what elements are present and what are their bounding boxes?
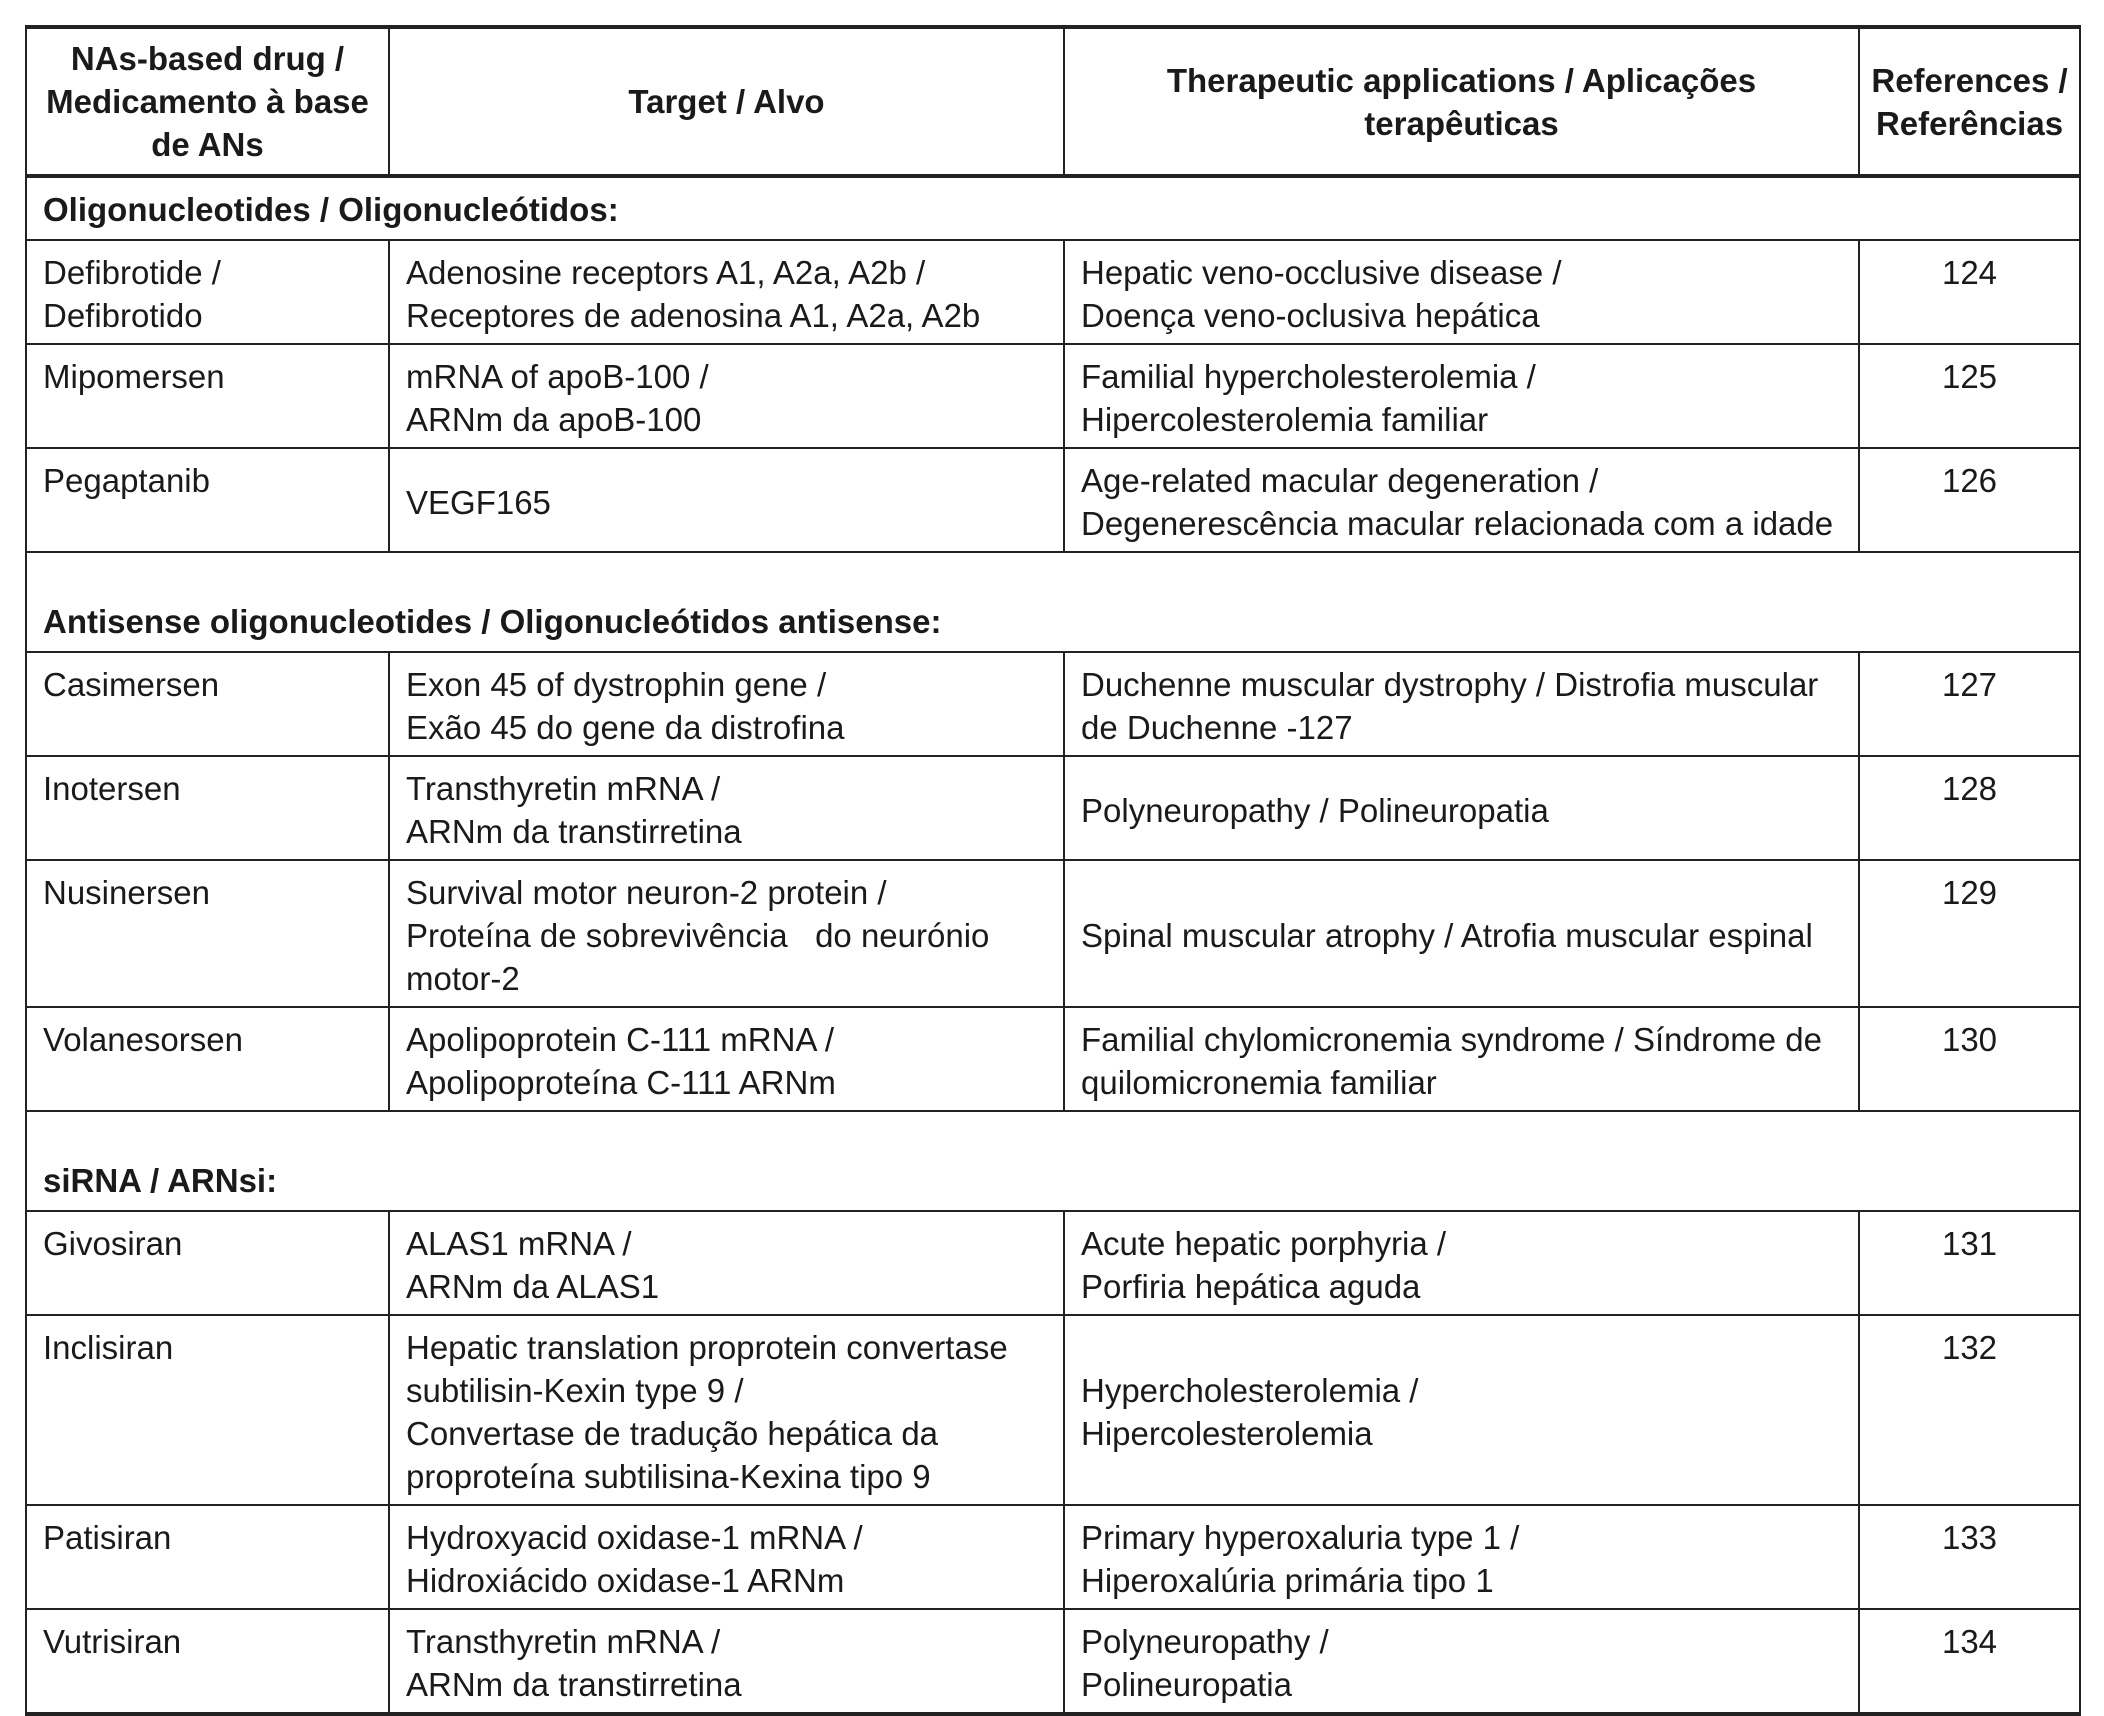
cell-target: ALAS1 mRNA / ARNm da ALAS1 xyxy=(389,1211,1064,1315)
cell-drug: Volanesorsen xyxy=(26,1007,389,1111)
section-title: Oligonucleotides / Oligonucleótidos: xyxy=(26,176,2080,240)
table-row xyxy=(26,1211,2080,1315)
cell-drug: Givosiran xyxy=(26,1211,389,1315)
table-row xyxy=(26,1505,2080,1609)
cell-target: Adenosine receptors A1, A2a, A2b / Receptores de adenosina A1, A2a, A2b xyxy=(389,240,1064,344)
header-row xyxy=(26,27,2080,176)
header-application: Therapeutic applications / Aplicações terapêuticas xyxy=(1064,27,1859,176)
table-row xyxy=(26,240,2080,344)
table-row xyxy=(26,1609,2080,1714)
cell-target: Hydroxyacid oxidase-1 mRNA / Hidroxiácido oxidase-1 ARNm xyxy=(389,1505,1064,1609)
table-row xyxy=(26,652,2080,756)
cell-reference: 128 xyxy=(1859,756,2080,860)
cell-reference: 134 xyxy=(1859,1609,2080,1714)
header-drug: NAs-based drug / Medicamento à base de ANs xyxy=(26,27,389,176)
cell-reference: 127 xyxy=(1859,652,2080,756)
cell-drug: Casimersen xyxy=(26,652,389,756)
section-row xyxy=(26,1111,2080,1211)
cell-application: Familial chylomicronemia syndrome / Síndrome de quilomicronemia familiar xyxy=(1064,1007,1859,1111)
cell-target: Transthyretin mRNA / ARNm da transtirretina xyxy=(389,1609,1064,1714)
table-row xyxy=(26,448,2080,552)
cell-drug: Inotersen xyxy=(26,756,389,860)
cell-drug: Inclisiran xyxy=(26,1315,389,1505)
cell-drug: Patisiran xyxy=(26,1505,389,1609)
table-row xyxy=(26,344,2080,448)
section-row xyxy=(26,552,2080,652)
cell-application: Age-related macular degeneration / Degenerescência macular relacionada com a idade xyxy=(1064,448,1859,552)
cell-reference: 125 xyxy=(1859,344,2080,448)
cell-target: Hepatic translation proprotein convertase subtilisin-Kexin type 9 / Convertase de tradução hepática da proproteína subtilisina-Kexina tipo 9 xyxy=(389,1315,1064,1505)
table-row xyxy=(26,1007,2080,1111)
cell-reference: 126 xyxy=(1859,448,2080,552)
cell-reference: 131 xyxy=(1859,1211,2080,1315)
cell-application: Spinal muscular atrophy / Atrofia muscular espinal xyxy=(1064,860,1859,1007)
cell-reference: 124 xyxy=(1859,240,2080,344)
cell-target: Exon 45 of dystrophin gene / Exão 45 do gene da distrofina xyxy=(389,652,1064,756)
cell-reference: 133 xyxy=(1859,1505,2080,1609)
drug-table xyxy=(25,25,2081,1716)
cell-reference: 130 xyxy=(1859,1007,2080,1111)
cell-target: mRNA of apoB-100 / ARNm da apoB-100 xyxy=(389,344,1064,448)
header-references: References / Referências xyxy=(1859,27,2080,176)
cell-application: Duchenne muscular dystrophy / Distrofia muscular de Duchenne -127 xyxy=(1064,652,1859,756)
cell-target: Apolipoprotein C-111 mRNA / Apolipoproteína C-111 ARNm xyxy=(389,1007,1064,1111)
cell-target: Transthyretin mRNA / ARNm da transtirretina xyxy=(389,756,1064,860)
cell-drug: Pegaptanib xyxy=(26,448,389,552)
cell-application: Acute hepatic porphyria / Porfiria hepática aguda xyxy=(1064,1211,1859,1315)
cell-drug: Nusinersen xyxy=(26,860,389,1007)
section-title: Antisense oligonucleotides / Oligonucleótidos antisense: xyxy=(26,552,2080,652)
cell-application: Primary hyperoxaluria type 1 / Hiperoxalúria primária tipo 1 xyxy=(1064,1505,1859,1609)
header-target: Target / Alvo xyxy=(389,27,1064,176)
section-row xyxy=(26,176,2080,240)
cell-application: Hypercholesterolemia / Hipercolesterolemia xyxy=(1064,1315,1859,1505)
cell-target: VEGF165 xyxy=(389,448,1064,552)
section-title: siRNA / ARNsi: xyxy=(26,1111,2080,1211)
cell-reference: 132 xyxy=(1859,1315,2080,1505)
table-row xyxy=(26,756,2080,860)
cell-application: Polyneuropathy / Polineuropatia xyxy=(1064,1609,1859,1714)
cell-application: Polyneuropathy / Polineuropatia xyxy=(1064,756,1859,860)
cell-application: Familial hypercholesterolemia / Hipercolesterolemia familiar xyxy=(1064,344,1859,448)
cell-application: Hepatic veno-occlusive disease / Doença veno-oclusiva hepática xyxy=(1064,240,1859,344)
table-row xyxy=(26,860,2080,1007)
cell-drug: Mipomersen xyxy=(26,344,389,448)
table-row xyxy=(26,1315,2080,1505)
cell-drug: Defibrotide / Defibrotido xyxy=(26,240,389,344)
cell-target: Survival motor neuron-2 protein / Proteína de sobrevivência do neurónio motor-2 xyxy=(389,860,1064,1007)
cell-drug: Vutrisiran xyxy=(26,1609,389,1714)
cell-reference: 129 xyxy=(1859,860,2080,1007)
